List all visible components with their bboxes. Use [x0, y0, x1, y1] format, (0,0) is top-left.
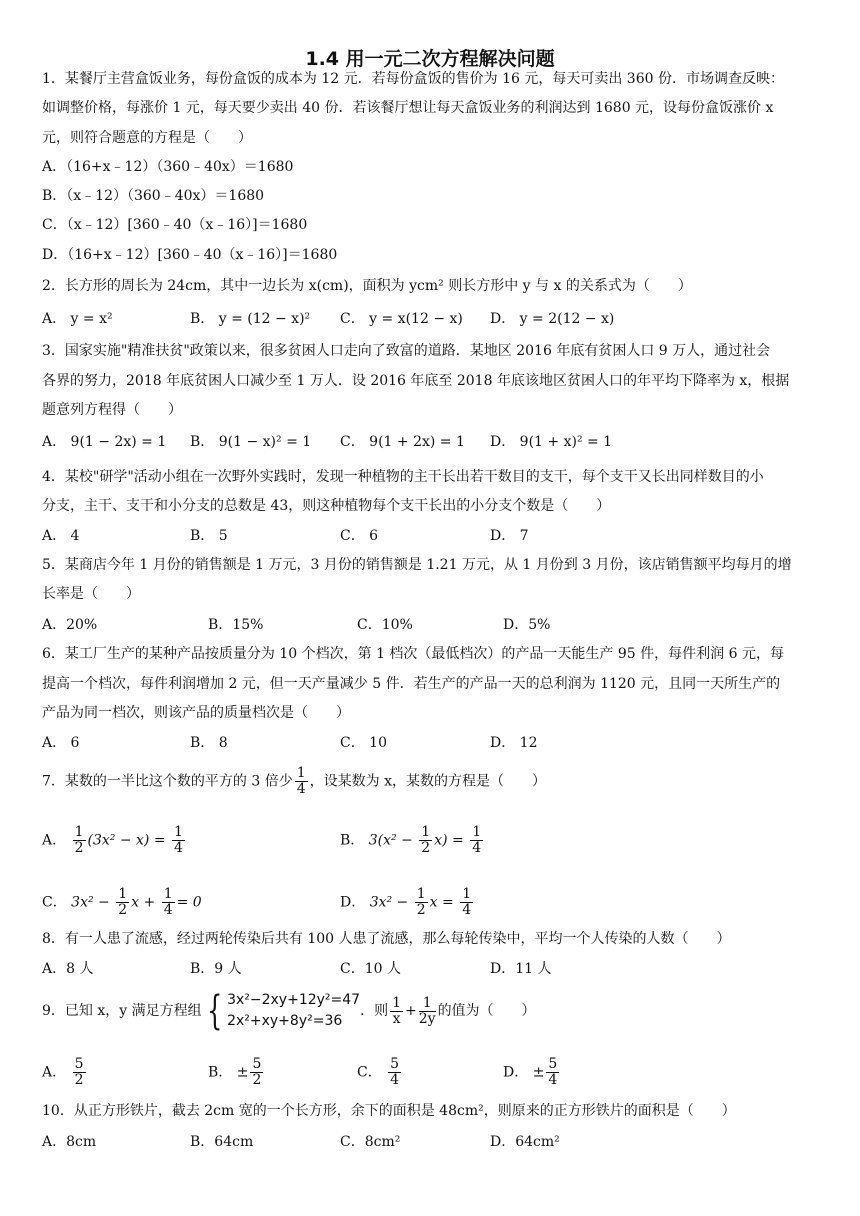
q10-option-a: A．8cm [42, 1134, 97, 1150]
q9-stem-pre: 9．已知 x，y 满足方程组 [42, 1003, 202, 1019]
q6-option-a: A． 6 [42, 735, 80, 751]
option-label: B． [340, 832, 365, 849]
q1-stem-line-1: 1．某餐厅主营盒饭业务，每份盒饭的成本为 12 元．若每份盒饭的售价为 16 元，每天可卖出 360 份．市场调查反映： [42, 71, 784, 87]
equation-1: 3x²−2xy+12y²=47 [227, 992, 361, 1008]
fraction-value [250, 1057, 263, 1088]
fraction-denominator: 2 [74, 840, 84, 856]
q6-option-b: B． 8 [190, 735, 228, 751]
fraction-numerator: 5 [548, 1056, 558, 1072]
q2-option-b: B． y = (12 − x)² [190, 311, 311, 327]
q3-option-c: C． 9(1 + 2x) = 1 [340, 434, 465, 450]
option-expression-mid: x + [131, 894, 156, 911]
fraction-denominator: 2 [74, 1072, 84, 1088]
option-label: C． [42, 894, 67, 911]
q1-option-a: A．（16+x﹣12）（360﹣40x）＝1680 [42, 159, 294, 175]
q1-stem-line-2: 如调整价格，每涨价 1 元，每天要少卖出 40 份．若该餐厅想让每天盒饭业务的利润达到 1680 元，设每份盒饭涨价 x [42, 100, 774, 116]
plus-minus-sign: ± [532, 1064, 545, 1081]
fraction-denominator: 4 [163, 902, 173, 918]
q8-option-d: D．11 人 [490, 961, 552, 977]
option-label: A． [42, 832, 67, 849]
fraction-denominator: 2 [421, 840, 431, 856]
fraction-numerator: 1 [174, 824, 183, 840]
fraction-numerator: 1 [462, 886, 472, 902]
fraction-denominator: 2 [118, 902, 128, 918]
fraction-1-over-2y [419, 996, 436, 1027]
q5-stem-line-2: 长率是（ ） [42, 586, 140, 602]
q7-stem-post: ，设某数为 x，某数的方程是（ ） [309, 773, 546, 790]
q5-stem-line-1: 5．某商店今年 1 月份的销售额是 1 万元，3 月份的销售额是 1.21 万元，从 1 月份到 3 月份，该店销售额平均每月的增 [42, 557, 792, 573]
fraction-quarter [172, 825, 185, 856]
fraction-numerator: 1 [472, 824, 482, 840]
fraction-numerator: 1 [74, 824, 84, 840]
option-label: C． [357, 1064, 382, 1081]
q5-option-c: C．10% [357, 617, 413, 633]
page-title: 1.4 用一元二次方程解决问题 [305, 48, 555, 70]
option-expression-pre: 3(x² − [368, 832, 413, 849]
option-expression-pre: 3x² − [369, 894, 409, 911]
q10-stem-line-1: 10．从正方形铁片，截去 2cm 宽的一个长方形，余下的面积是 48cm²，则原来的正方形铁片的面积是（ ） [42, 1103, 736, 1119]
q3-option-d: D． 9(1 + x)² = 1 [490, 434, 613, 450]
q9-stem-post: 的值为（ ） [437, 1003, 536, 1019]
q6-stem-line-2: 提高一个档次，每件利润增加 2 元，但一天产量减少 5 件．若生产的产品一天的总利润为 1120 元，且同一天所生产的 [42, 676, 781, 692]
q9-option-a [42, 1057, 88, 1088]
q1-option-d: D．（16+x﹣12）[360﹣40（x﹣16）]＝1680 [42, 247, 338, 263]
q3-option-a: A． 9(1 − 2x) = 1 [42, 434, 167, 450]
fraction-value [388, 1057, 401, 1088]
fraction-value [73, 1057, 86, 1088]
q6-option-c: C． 10 [340, 735, 387, 751]
fraction-half [415, 887, 428, 918]
fraction-numerator: 5 [390, 1056, 400, 1072]
option-label: B． [208, 1064, 233, 1081]
q7-option-c [42, 887, 202, 918]
fraction-quarter [470, 825, 483, 856]
q8-stem-line-1: 8．有一人患了流感，经过两轮传染后共有 100 人患了流感，那么每轮传染中，平均一个人传染的人数（ ） [42, 931, 731, 947]
q1-stem-line-3: 元，则符合题意的方程是（ ） [42, 130, 252, 146]
q4-option-c: C． 6 [340, 528, 379, 544]
option-expression-mid: x) = [434, 832, 464, 849]
q9-option-b [208, 1057, 265, 1088]
equation-2: 2x²+xy+8y²=36 [227, 1013, 343, 1029]
fraction-numerator: 1 [421, 824, 431, 840]
q6-stem-line-3: 产品为同一档次，则该产品的质量档次是（ ） [42, 705, 350, 721]
q10-option-d: D．64cm² [490, 1134, 560, 1150]
q9-stem-mid: ．则 [360, 1003, 389, 1019]
fraction-denominator: 4 [390, 1072, 400, 1088]
fraction-1-over-x [390, 996, 403, 1027]
fraction-half [73, 825, 86, 856]
q9-option-c [357, 1057, 403, 1088]
q7-stem-pre: 7．某数的一半比这个数的平方的 3 倍少 [42, 773, 293, 790]
q8-option-a: A．8 人 [42, 961, 94, 977]
q5-option-b: B．15% [208, 617, 264, 633]
q3-stem-line-2: 各界的努力，2018 年底贫困人口减少至 1 万人．设 2016 年底至 2018 年底该地区贫困人口的年平均下降率为 x，根据 [42, 373, 790, 389]
q9-stem [42, 990, 536, 1032]
q7-option-a [42, 825, 187, 856]
option-label: D． [340, 894, 366, 911]
q4-option-b: B． 5 [190, 528, 228, 544]
q3-option-b: B． 9(1 − x)² = 1 [190, 434, 312, 450]
q1-option-b: B．（x﹣12）（360﹣40x）＝1680 [42, 188, 265, 204]
fraction-numerator: 1 [416, 886, 426, 902]
fraction-denominator: 2y [418, 1010, 436, 1027]
left-brace-icon: { [206, 988, 222, 1034]
fraction-numerator: 5 [252, 1056, 262, 1072]
q10-option-c: C．8cm² [340, 1134, 401, 1150]
q2-option-d: D． y = 2(12 − x) [490, 311, 615, 327]
option-expression-pre: 3x² − [71, 894, 110, 911]
fraction-half [116, 887, 129, 918]
fraction-numerator: 1 [392, 994, 401, 1011]
plus-minus-sign: ± [236, 1064, 249, 1081]
fraction-denominator: 4 [174, 840, 183, 856]
fraction-denominator: 4 [548, 1072, 558, 1088]
q3-stem-line-3: 题意列方程得（ ） [42, 402, 182, 418]
fraction-numerator: 5 [74, 1056, 84, 1072]
q1-option-c: C．（x﹣12）[360﹣40（x﹣16）]＝1680 [42, 217, 308, 233]
option-expression: (3x² − x) = [87, 832, 166, 849]
plus-sign: + [405, 1003, 417, 1019]
fraction-denominator: x [392, 1010, 401, 1027]
q6-option-d: D． 12 [490, 735, 538, 751]
q7-option-b [340, 825, 485, 856]
option-expression-post: = 0 [176, 894, 202, 911]
fraction-numerator: 1 [419, 996, 436, 1012]
fraction-numerator: 1 [163, 886, 173, 902]
fraction-half [419, 825, 432, 856]
q10-option-b: B．64cm [190, 1134, 254, 1150]
fraction-denominator: 2 [416, 902, 426, 918]
q5-option-d: D．5% [503, 617, 551, 633]
fraction-denominator: 2 [252, 1072, 262, 1088]
option-label: A． [42, 1064, 67, 1081]
fraction-quarter [162, 887, 175, 918]
fraction-denominator: 4 [296, 781, 306, 797]
q2-option-c: C． y = x(12 − x) [340, 311, 463, 327]
fraction-denominator: 4 [462, 902, 472, 918]
q6-stem-line-1: 6．某工厂生产的某种产品按质量分为 10 个档次，第 1 档次（最低档次）的产品一天能生产 95 件，每件利润 6 元，每 [42, 646, 784, 662]
option-label: D． [503, 1064, 529, 1081]
q9-option-d [503, 1057, 561, 1088]
q8-option-b: B．9 人 [190, 961, 242, 977]
fraction-quarter [460, 887, 473, 918]
q4-option-a: A． 4 [42, 528, 80, 544]
q7-option-d [340, 887, 475, 918]
q7-stem [42, 766, 546, 797]
q4-stem-line-2: 分支，主干、支干和小分支的总数是 43，则这种植物每个支干长出的小分支个数是（ ） [42, 498, 611, 514]
option-expression-mid: x = [429, 894, 454, 911]
fraction-denominator: 4 [472, 840, 482, 856]
equation-system [227, 990, 360, 1032]
fraction-value [546, 1057, 559, 1088]
fraction-numerator: 1 [296, 765, 306, 781]
q8-option-c: C．10 人 [340, 961, 401, 977]
q4-stem-line-1: 4．某校"研学"活动小组在一次野外实践时，发现一种植物的主干长出若干数目的支干，每个支干又长出同样数目的小 [42, 469, 764, 485]
q4-option-d: D． 7 [490, 528, 529, 544]
fraction-numerator: 1 [118, 886, 128, 902]
q3-stem-line-1: 3．国家实施"精准扶贫"政策以来，很多贫困人口走向了致富的道路．某地区 2016 年底有贫困人口 9 万人，通过社会 [42, 343, 771, 359]
q5-option-a: A．20% [42, 617, 98, 633]
q2-stem-line-1: 2．长方形的周长为 24cm，其中一边长为 x(cm)，面积为 ycm² 则长方形中 y 与 x 的关系式为（ ） [42, 278, 692, 294]
q2-option-a: A． y = x² [42, 311, 113, 327]
q7-stem-fraction [295, 766, 308, 797]
